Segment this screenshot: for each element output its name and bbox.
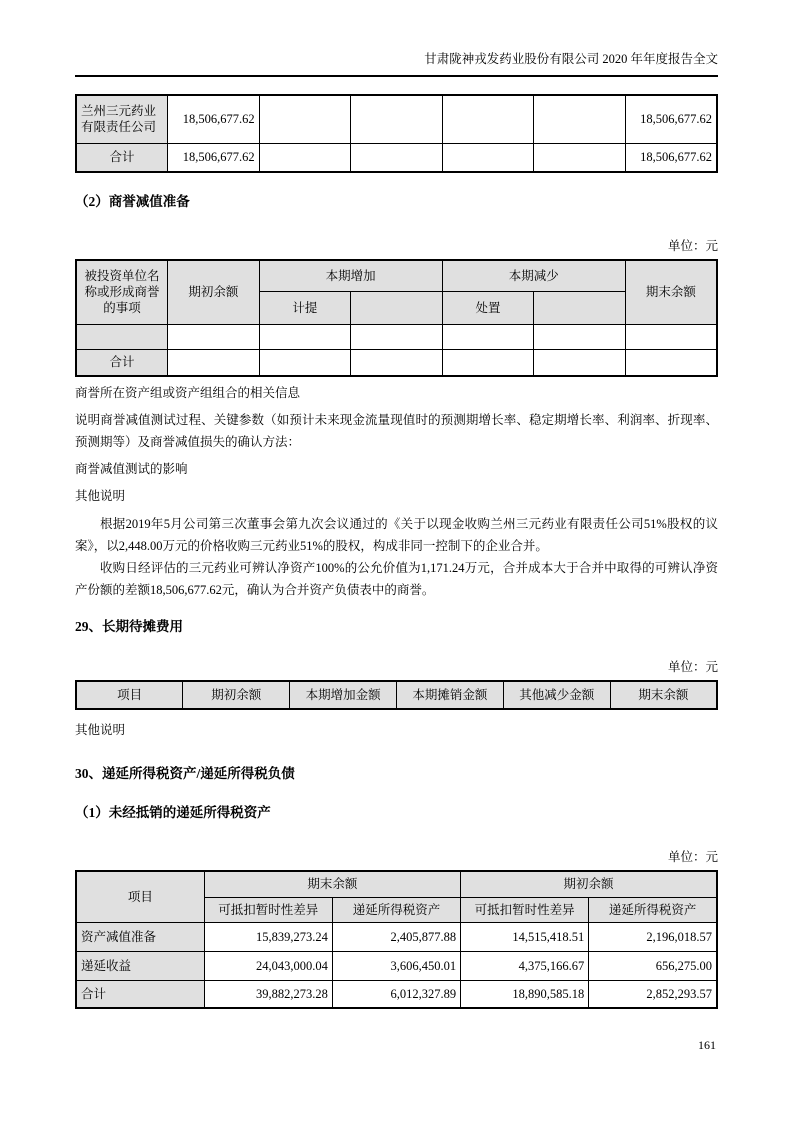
cell-empty	[259, 143, 351, 172]
paragraph-goodwill-recognition: 收购日经评估的三元药业可辨认净资产100%的公允价值为1,171.24万元，合并成本大于合并中取得的可辨认净资产份额的差额18,506,677.62元，确认为合并资产负债表中的商誉。	[75, 561, 718, 597]
cell-end-deductible: 24,043,000.04	[204, 951, 332, 980]
col-header-end: 期末余额	[625, 260, 717, 324]
paragraph-acquisition-resolution: 根据2019年5月公司第三次董事会第九次会议通过的《关于以现金收购兰州三元药业有限责任公司51%股权的议案》，以2,448.00万元的价格收购三元药业51%的股权，构成非同一控制下的企业合并。	[75, 517, 718, 553]
cell-begin-deductible: 4,375,166.67	[461, 951, 589, 980]
cell-empty	[351, 95, 443, 143]
note-other-说明-label: 其他说明	[75, 723, 126, 737]
subcol-begin-deferred-tax-asset: 递延所得税资产	[589, 897, 717, 922]
cell-empty	[442, 143, 534, 172]
cell-empty	[442, 95, 534, 143]
cell-empty	[259, 95, 351, 143]
cell-empty	[534, 349, 626, 376]
cell-end-asset: 3,606,450.01	[332, 951, 460, 980]
note-impairment-test-process: 说明商誉减值测试过程、关键参数（如预计未来现金流量现值时的预测期增长率、稳定期增长率、利润率、折现率、预测期等）及商誉减值损失的确认方法：	[75, 413, 718, 449]
cell-begin-deductible: 14,515,418.51	[461, 922, 589, 951]
cell-begin-asset: 2,852,293.57	[589, 980, 717, 1008]
cell-item-empty	[76, 324, 168, 349]
cell-empty	[259, 349, 351, 376]
cell-empty	[534, 95, 626, 143]
subsection-heading-unoffset-deferred-tax-assets: （1）未经抵销的递延所得税资产	[75, 805, 271, 820]
col-header-increase: 本期增加	[259, 260, 442, 291]
cell-end-deductible: 15,839,273.24	[204, 922, 332, 951]
cell-empty	[168, 349, 260, 376]
subcol-header-disposal: 处置	[442, 291, 534, 324]
col-header-other-decrease: 其他减少金额	[503, 681, 610, 709]
cell-empty	[442, 324, 534, 349]
cell-begin-asset: 656,275.00	[589, 951, 717, 980]
unit-label: 单位：元	[667, 239, 718, 253]
cell-begin-asset: 2,196,018.57	[589, 922, 717, 951]
cell-empty	[625, 324, 717, 349]
cell-total-label: 合计	[76, 349, 168, 376]
cell-item: 资产减值准备	[76, 922, 204, 951]
cell-end-balance: 18,506,677.62	[625, 95, 717, 143]
table-header-row	[76, 260, 717, 291]
cell-empty	[351, 349, 443, 376]
section-heading-goodwill-impairment: （2）商誉减值准备	[75, 194, 190, 209]
table-row-total	[76, 980, 717, 1008]
cell-begin-deductible: 18,890,585.18	[461, 980, 589, 1008]
cell-total-label: 合计	[76, 143, 168, 172]
cell-empty	[534, 324, 626, 349]
col-header-begin: 期初余额	[183, 681, 290, 709]
table-row	[76, 951, 717, 980]
unit-label: 单位：元	[667, 660, 718, 674]
cell-empty	[259, 324, 351, 349]
col-header-begin: 期初余额	[168, 260, 260, 324]
cell-empty	[625, 349, 717, 376]
col-header-decrease: 本期减少	[442, 260, 625, 291]
cell-end-balance: 18,506,677.62	[625, 143, 717, 172]
page-content	[75, 0, 718, 1009]
report-header-title: 甘肃陇神戎发药业股份有限公司 2020 年年度报告全文	[75, 52, 718, 77]
page-number: 161	[698, 1038, 716, 1052]
col-header-amortized: 本期摊销金额	[396, 681, 503, 709]
cell-begin-balance: 18,506,677.62	[168, 95, 260, 143]
cell-investee-name: 兰州三元药业有限责任公司	[76, 95, 168, 143]
col-header-item: 项目	[76, 681, 183, 709]
subcol-header-blank	[534, 291, 626, 324]
goodwill-investee-table	[75, 94, 718, 173]
other-notes-paragraphs	[75, 513, 718, 601]
table-row-empty	[76, 324, 717, 349]
cell-empty	[442, 349, 534, 376]
note-other-说明-label: 其他说明	[75, 489, 126, 503]
col-header-item: 被投资单位名称或形成商誉的事项	[76, 260, 168, 324]
table-header-row	[76, 681, 717, 709]
col-header-end: 期末余额	[610, 681, 717, 709]
table-row	[76, 95, 717, 143]
subcol-header-blank	[351, 291, 443, 324]
table-row-total	[76, 143, 717, 172]
col-group-end-balance: 期末余额	[204, 871, 460, 897]
unit-label: 单位：元	[667, 850, 718, 864]
cell-empty	[351, 143, 443, 172]
cell-empty	[351, 324, 443, 349]
note-impairment-test-impact: 商誉减值测试的影响	[75, 462, 188, 476]
table-row-total	[76, 349, 717, 376]
col-header-increase: 本期增加金额	[290, 681, 397, 709]
cell-end-deductible: 39,882,273.28	[204, 980, 332, 1008]
cell-end-asset: 6,012,327.89	[332, 980, 460, 1008]
col-group-begin-balance: 期初余额	[461, 871, 717, 897]
subcol-end-deferred-tax-asset: 递延所得税资产	[332, 897, 460, 922]
subcol-begin-deductible-diff: 可抵扣暂时性差异	[461, 897, 589, 922]
table-header-row	[76, 871, 717, 897]
cell-empty	[534, 143, 626, 172]
cell-empty	[168, 324, 260, 349]
section-heading-deferred-tax: 30、递延所得税资产/递延所得税负债	[75, 766, 295, 781]
cell-item: 递延收益	[76, 951, 204, 980]
long-term-deferred-expenses-table	[75, 680, 718, 710]
subcol-header-accrual: 计提	[259, 291, 351, 324]
deferred-tax-assets-table	[75, 870, 718, 1009]
col-header-item: 项目	[76, 871, 204, 922]
cell-begin-balance: 18,506,677.62	[168, 143, 260, 172]
note-asset-group-info: 商誉所在资产组或资产组组合的相关信息	[75, 386, 301, 400]
table-row	[76, 922, 717, 951]
section-heading-long-term-deferred-expenses: 29、长期待摊费用	[75, 619, 183, 634]
cell-end-asset: 2,405,877.88	[332, 922, 460, 951]
goodwill-impairment-table	[75, 259, 718, 377]
subcol-end-deductible-diff: 可抵扣暂时性差异	[204, 897, 332, 922]
cell-total-label: 合计	[76, 980, 204, 1008]
